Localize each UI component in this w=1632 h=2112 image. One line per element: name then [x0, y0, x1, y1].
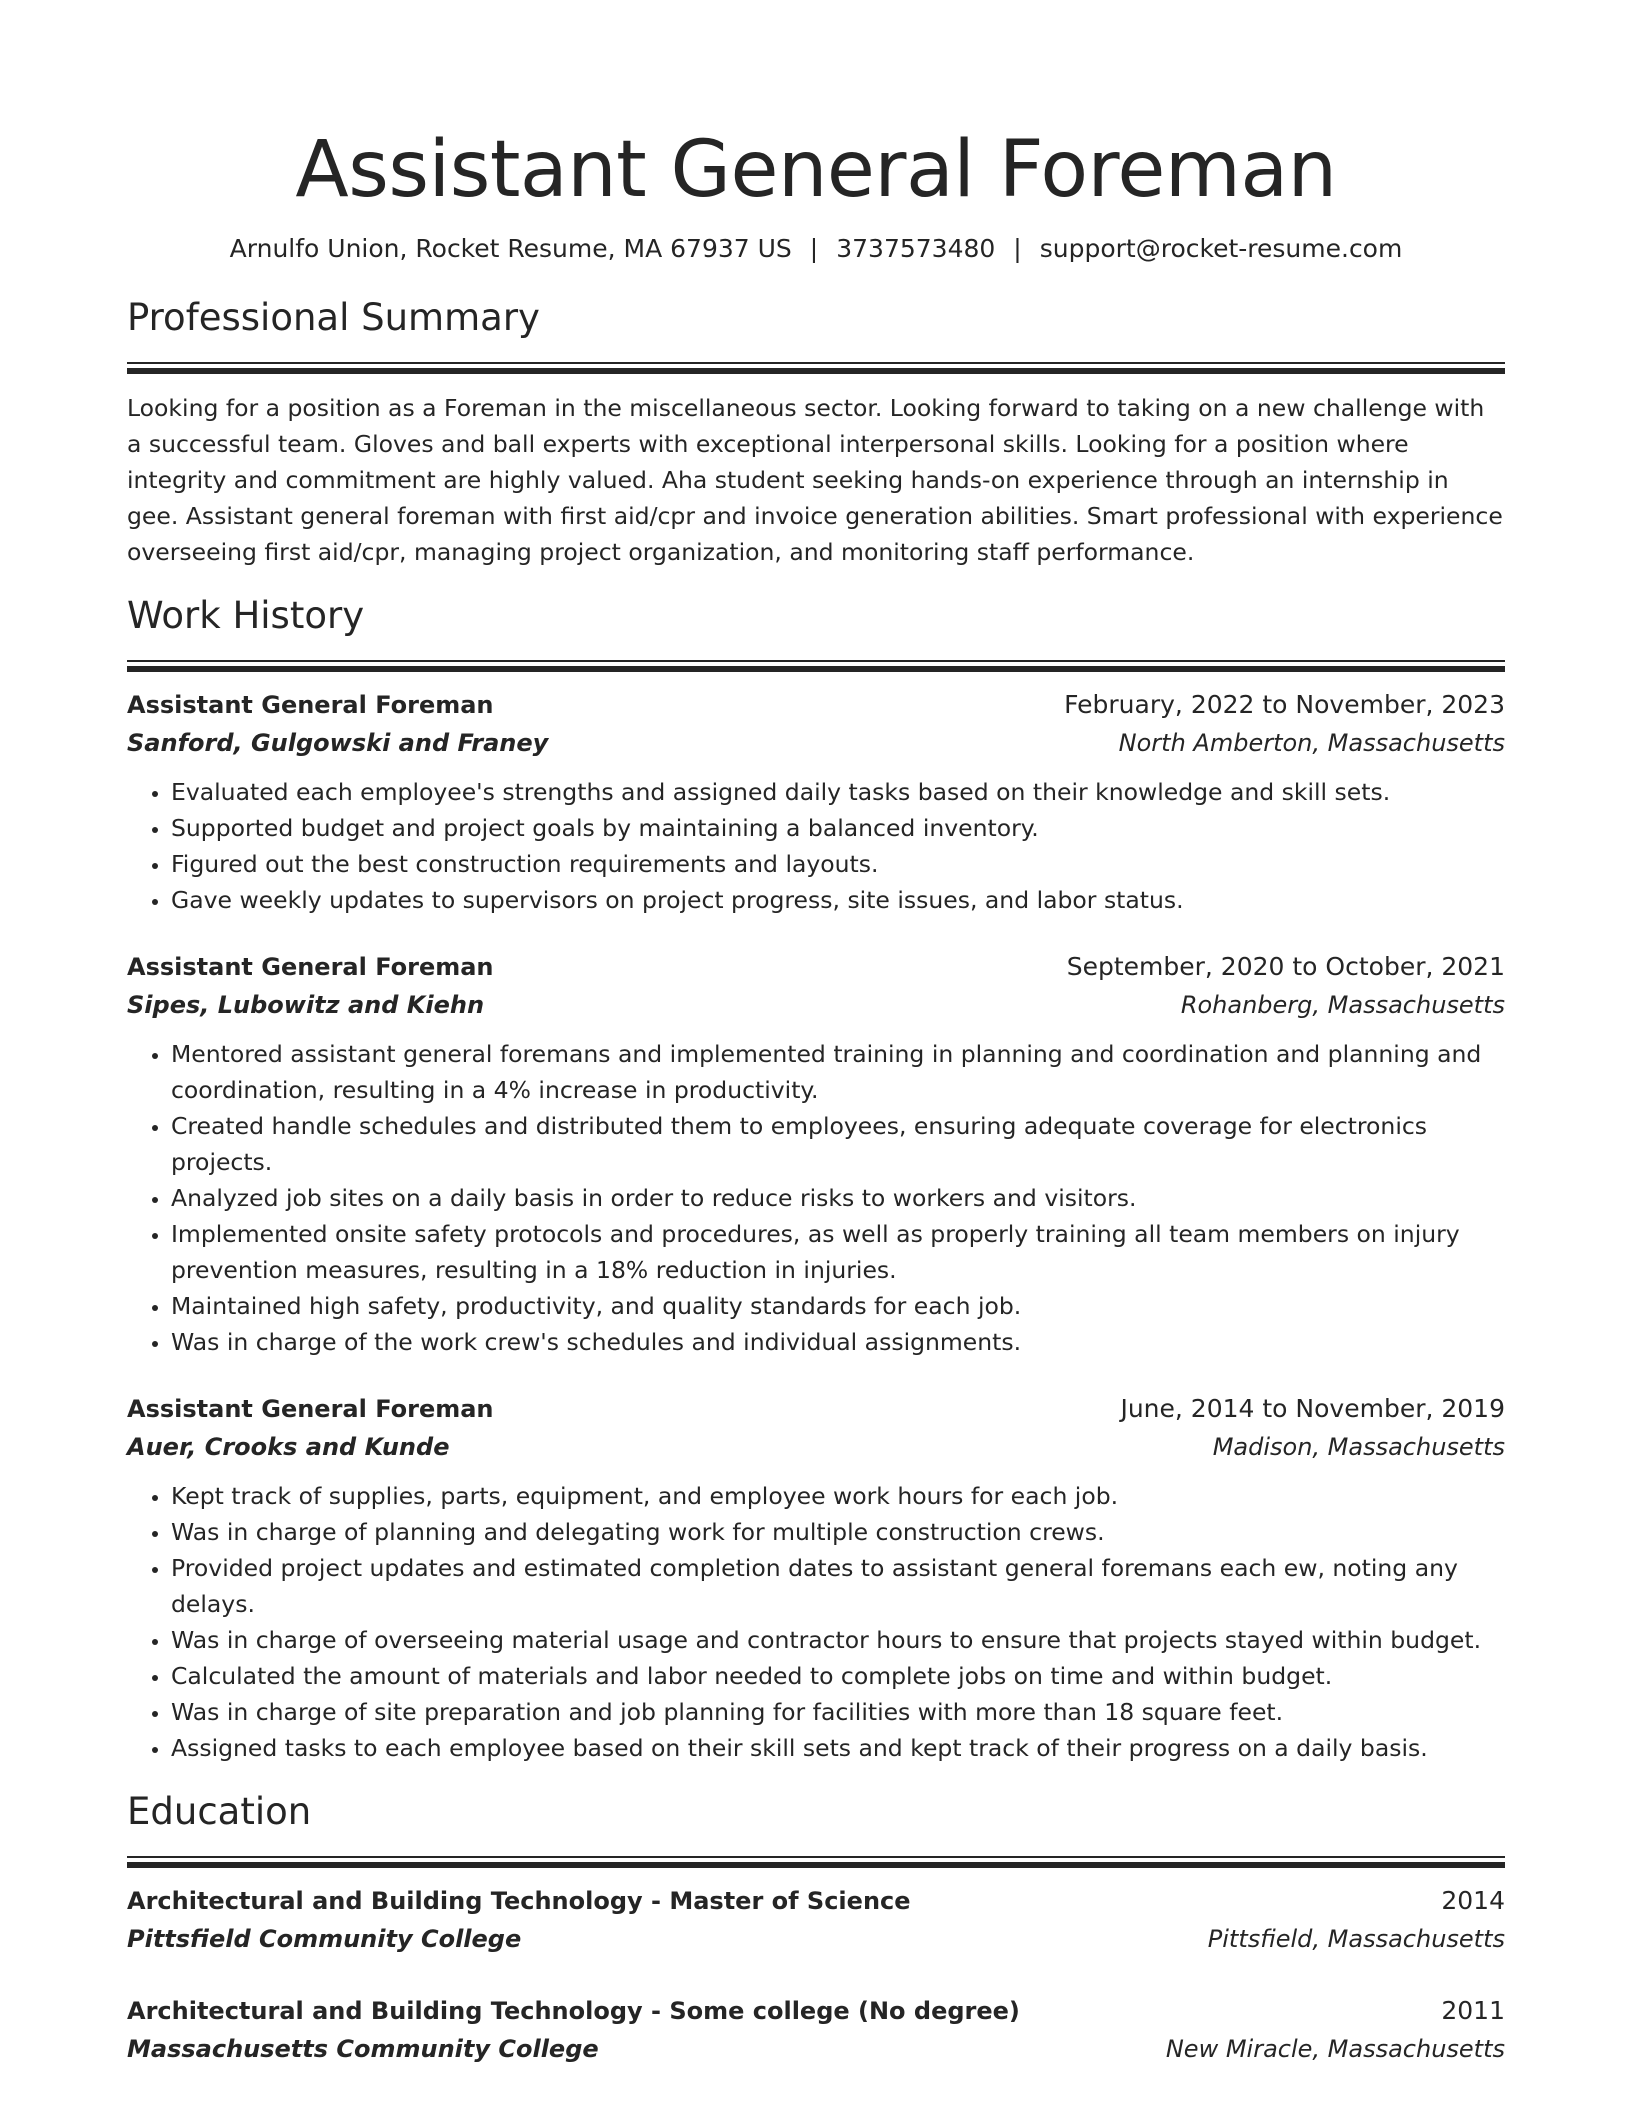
bullet-item: • Gave weekly updates to supervisors on project progress, site issues, and labor status.	[171, 882, 1505, 918]
job-bullets	[127, 1478, 1505, 1766]
bullet-item: • Maintained high safety, productivity, and quality standards for each job.	[171, 1288, 1505, 1324]
education-entry	[127, 1882, 1505, 1958]
education-year: 2011	[1441, 1996, 1505, 2025]
bullet-item: • Implemented onsite safety protocols and procedures, as well as properly training all team members on injury prevention measures, resulting in a 18% reduction in injuries.	[171, 1216, 1505, 1288]
education-degree: Architectural and Building Technology - Some college (No degree)	[127, 1997, 1020, 2025]
bullet-item: • Figured out the best construction requirements and layouts.	[171, 846, 1505, 882]
education-header	[127, 1992, 1505, 2030]
section-divider	[127, 1856, 1505, 1868]
bullet-item: • Assigned tasks to each employee based on their skill sets and kept track of their progress on a daily basis.	[171, 1730, 1505, 1766]
job-bullets	[127, 774, 1505, 918]
job-header	[127, 686, 1505, 724]
bullet-item: • Was in charge of planning and delegating work for multiple construction crews.	[171, 1514, 1505, 1550]
job-company: Sanford, Gulgowski and Franey	[127, 729, 549, 757]
job-header	[127, 1390, 1505, 1428]
job-subheader	[127, 1428, 1505, 1466]
section-divider	[127, 660, 1505, 672]
contact-email: support@rocket-resume.com	[1039, 234, 1403, 263]
education-location: Pittsfield, Massachusetts	[1207, 1925, 1505, 1953]
job-dates: September, 2020 to October, 2021	[1066, 952, 1505, 981]
bullet-item: • Evaluated each employee's strengths and assigned daily tasks based on their knowledge and skill sets.	[171, 774, 1505, 810]
work-history-section	[127, 592, 1505, 1766]
summary-section	[127, 294, 1505, 570]
job-title: Assistant General Foreman	[127, 953, 494, 981]
education-entry	[127, 1992, 1505, 2068]
education-location: New Miracle, Massachusetts	[1165, 2035, 1505, 2063]
bullet-item: • Calculated the amount of materials and labor needed to complete jobs on time and within budget.	[171, 1658, 1505, 1694]
education-section	[127, 1788, 1505, 2068]
section-heading: Professional Summary	[127, 296, 540, 339]
job-subheader	[127, 986, 1505, 1024]
section-heading: Work History	[127, 594, 365, 637]
job-dates: February, 2022 to November, 2023	[1064, 690, 1505, 719]
resume-page	[127, 0, 1505, 2068]
job-title: Assistant General Foreman	[127, 691, 494, 719]
job-entry	[127, 1390, 1505, 1766]
job-dates: June, 2014 to November, 2019	[1120, 1394, 1505, 1423]
education-subheader	[127, 1920, 1505, 1958]
bullet-item: • Created handle schedules and distributed them to employees, ensuring adequate coverage for electronics projects.	[171, 1108, 1505, 1180]
job-location: Madison, Massachusetts	[1212, 1433, 1505, 1461]
bullet-item: • Was in charge of overseeing material usage and contractor hours to ensure that projects stayed within budget.	[171, 1622, 1505, 1658]
bullet-item: • Was in charge of site preparation and job planning for facilities with more than 18 square feet.	[171, 1694, 1505, 1730]
job-company: Auer, Crooks and Kunde	[127, 1433, 450, 1461]
bullet-item: • Analyzed job sites on a daily basis in order to reduce risks to workers and visitors.	[171, 1180, 1505, 1216]
contact-separator: |	[809, 234, 819, 263]
summary-text: Looking for a position as a Foreman in the miscellaneous sector. Looking forward to taking on a new challenge with a successful team. Gloves and ball experts with exceptional interpersonal skills. Looking for a position where integrity and commitment are highly valued. Aha student seeking hands-on experience through an internship in gee. Assistant general foreman with first aid/cpr and invoice generation abilities. Smart professional with experience overseeing first aid/cpr, managing project organization, and monitoring staff performance.	[127, 394, 1503, 566]
contact-line	[127, 232, 1505, 266]
bullet-item: • Supported budget and project goals by maintaining a balanced inventory.	[171, 810, 1505, 846]
education-school: Pittsfield Community College	[127, 1925, 522, 1953]
bullet-item: • Provided project updates and estimated completion dates to assistant general foremans each ew, noting any delays.	[171, 1550, 1505, 1622]
job-bullets	[127, 1036, 1505, 1360]
job-location: North Amberton, Massachusetts	[1118, 729, 1505, 757]
job-title: Assistant General Foreman	[127, 1395, 494, 1423]
job-company: Sipes, Lubowitz and Kiehn	[127, 991, 485, 1019]
job-subheader	[127, 724, 1505, 762]
job-header	[127, 948, 1505, 986]
section-heading: Education	[127, 1790, 312, 1833]
resume-title: Assistant General Foreman	[295, 125, 1337, 215]
education-header	[127, 1882, 1505, 1920]
bullet-item: • Kept track of supplies, parts, equipment, and employee work hours for each job.	[171, 1478, 1505, 1514]
education-year: 2014	[1441, 1886, 1505, 1915]
job-entry	[127, 686, 1505, 918]
contact-phone: 3737573480	[836, 234, 996, 263]
contact-separator: |	[1013, 234, 1022, 263]
education-degree: Architectural and Building Technology - Master of Science	[127, 1887, 911, 1915]
job-entry	[127, 948, 1505, 1360]
job-location: Rohanberg, Massachusetts	[1180, 991, 1505, 1019]
section-divider	[127, 362, 1505, 374]
bullet-item: • Was in charge of the work crew's schedules and individual assignments.	[171, 1324, 1505, 1360]
education-school: Massachusetts Community College	[127, 2035, 599, 2063]
contact-address: Arnulfo Union, Rocket Resume, MA 67937 US	[229, 234, 792, 263]
education-subheader	[127, 2030, 1505, 2068]
bullet-item: • Mentored assistant general foremans and implemented training in planning and coordination and planning and coordination, resulting in a 4% increase in productivity.	[171, 1036, 1505, 1108]
